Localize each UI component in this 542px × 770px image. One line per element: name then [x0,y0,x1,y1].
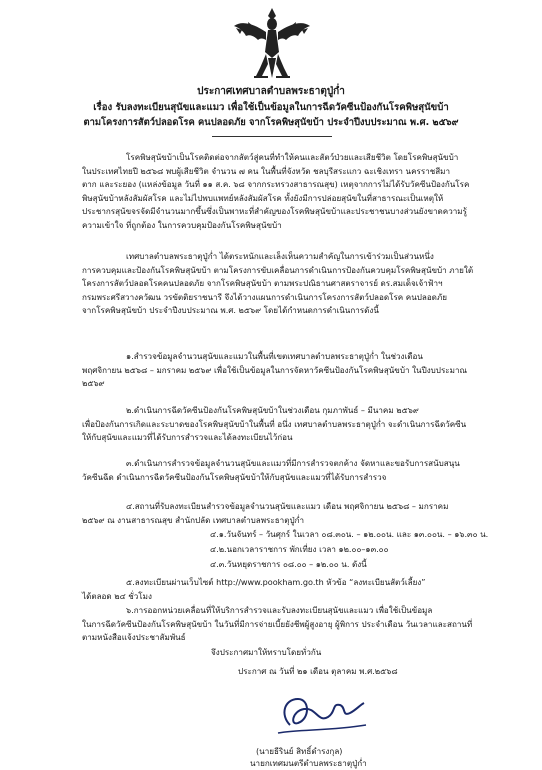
item-1 [82,350,467,391]
paragraph-line: พิษสุนัขบ้าหลังสัมผัสโรค และไม่ไปพบแพทย์หลังสัมผัสโรค ทั้งยังมีการปล่อยสุนัขในที่สาธารณะเป็นเหตุให้ [82,192,444,203]
paragraph-line: โครงการสัตว์ปลอดโรคคนปลอดภัย จากโรคพิษสุนัขบ้า ตามพระปณิธานศาสตราจารย์ ดร.สมเด็จเจ้าฟ้าฯ [82,278,443,289]
paragraph-line: เทศบาลตำบลพระธาตุปู่ก่ำ ได้ตระหนักและเล็งเห็นความสำคัญในการเข้าร่วมเป็นส่วนหนึ่ง [126,251,434,261]
paragraph-line: ตาก และระยอง (แหล่งข้อมูล วันที่ ๑๑ ส.ค. ๖๘ จากกระทรวงสาธารณสุข) เหตุจากการไม่ได้รับวัคซีนป้องกันโรค [82,179,470,190]
item-line: ๑.สำรวจข้อมูลจำนวนสุนัขและแมวในพื้นที่เขตเทศบาลตำบลพระธาตุปู่ก่ำ ในช่วงเดือน [126,351,423,361]
item-4 [82,500,448,527]
paragraph-1 [82,151,469,233]
announcement-project: ตามโครงการสัตว์ปลอดโรค คนปลอดภัย จากโรคพิษสุนัขบ้า ประจำปีงบประมาณ พ.ศ. ๒๕๖๙ [83,117,459,128]
closing-notice: จึงประกาศมาให้ทราบโดยทั่วกัน [211,647,322,657]
paragraph-line: ในประเทศไทยปี ๒๕๖๘ พบผู้เสียชีวิต จำนวน ๗ คน ในพื้นที่จังหวัด ชลบุรีสระแกว ฉะเชิงเทรา นครราชสีมา [82,165,451,176]
item-line: ๒๕๖๙ ณ งานสาธารณสุข สำนักปลัด เทศบาลตำบลพระธาตุปู่ก่ำ [82,514,305,525]
item-line: ๖.การออกหน่วยเคลื่อนที่ให้บริการสำรวจและรับลงทะเบียนสุนัขและแมว เพื่อใช้เป็นข้อมูล [126,605,433,615]
garuda-emblem-icon [232,6,312,80]
item-5 [82,576,425,603]
sub-item-4-2: ๔.๒.นอกเวลาราชการ พักเที่ยง เวลา ๑๒.๐๐–๑๓.๐๐ [210,544,389,554]
signature-icon [270,685,370,740]
signer-position: นายกเทศมนตรีตำบลพระธาตุปู่ก่ำ [250,758,367,768]
announcement-org: ประกาศเทศบาลตำบลพระธาตุปู่ก่ำ [197,86,345,97]
sub-item-4-1: ๔.๑.วันจันทร์ – วันศุกร์ ในเวลา ๐๘.๓๐น. – ๑๒.๐๐น. และ ๑๓.๐๐น. – ๑๖.๓๐ น. [210,529,489,539]
announcement-date: ประกาศ ณ วันที่ ๒๑ เดือน ตุลาคม พ.ศ.๒๕๖๘ [238,666,398,676]
title-divider [212,136,332,137]
item-3 [82,457,460,484]
item-6 [82,604,472,645]
paragraph-line: ประชากรสุนัขจรจัดมีจำนวนมากขึ้นซึ่งเป็นพาหะที่สำคัญของโรคพิษสุนัขบ้าและประชาชนบางส่วนยังขาดความรู้ [82,206,467,217]
item-line: ๒.ดำเนินการฉีดวัคซีนป้องกันโรคพิษสุนัขบ้าในช่วงเดือน กุมภาพันธ์ – มีนาคม ๒๕๖๙ [126,405,419,415]
item-line: เพื่อป้องกันการเกิดและระบาดของโรคพิษสุนัขบ้าในพื้นที่ อนึ่ง เทศบาลตำบลพระธาตุปู่ก่ำ จะดำเนินการฉีดวัคซีน [82,418,467,429]
item-line: ให้กับสุนัขและแมวที่ได้รับการสำรวจและได้ลงทะเบียนไว้ก่อน [82,432,293,443]
item-line: ๔.สถานที่รับลงทะเบียนสำรวจข้อมูลจำนวนสุนัขและแมว เดือน พฤศจิกายน ๒๕๖๘ – มกราคม [126,501,449,511]
item-line: วัคซีนฉีด ดำเนินการฉีดวัคซีนป้องกันโรคพิษสุนัขบ้าให้กับสุนัขและแมวที่ได้รับการสำรวจ [82,471,387,482]
paragraph-line: การควบคุมและป้องกันโรคพิษสุนัขบ้า ตามโครงการขับเคลื่อนการดำเนินการป้องกันควบคุมโรคพิษสุนัขบ้า ภายใต้ [82,264,474,275]
paragraph-line: ความเข้าใจ ที่ถูกต้อง ในการควบคุมป้องกันโรคพิษสุนัขบ้า [82,219,282,230]
item-2 [82,404,466,445]
item-line: ในการฉีดวัคซีนป้องกันโรคพิษสุนัขบ้า ในวันที่มีการจ่ายเบี้ยยังชีพผู้สูงอายุ ผู้พิการ ประจำเดือน วันเวลาและสถานที่ [82,618,473,629]
item-line: พฤศจิกายน ๒๕๖๘ – มกราคม ๒๕๖๙ เพื่อใช้เป็นข้อมูลในการจัดหาวัคซีนป้องกันโรคพิษสุนัขบ้า ในปีงบประมาณ [82,364,468,375]
signer-name: (นายธีรินย์ สิทธิ์ดำรงกุล) [256,746,343,756]
announcement-subject: เรื่อง รับลงทะเบียนสุนัขและแมว เพื่อใช้เป็นข้อมูลในการฉีดวัคซีนป้องกันโรคพิษสุนัขบ้า [93,102,449,113]
paragraph-2 [82,250,473,318]
paragraph-line: โรคพิษสุนัขบ้าเป็นโรคติดต่อจากสัตว์สู่คนที่ทำให้คนและสัตว์ป่วยและเสียชีวิต โดยโรคพิษสุนัขบ้า [126,152,459,162]
paragraph-line: กรมพระศรีสวางควัฒน วรขัตติยราชนารี จึงได้วางแผนการดำเนินการโครงการสัตว์ปลอดโรค คนปลอดภัย [82,291,448,302]
item-line: ๕.ลงทะเบียนผ่านเว็บไซต์ http://www.pookham.go.th หัวข้อ “ลงทะเบียนสัตว์เลี้ยง” [126,577,426,587]
item-line: ตามหนังสือแจ้งประชาสัมพันธ์ [82,632,186,643]
sub-item-4-3: ๔.๓.วันหยุดราชการ ๐๘.๐๐ – ๑๒.๐๐ น. ดังนี้ [210,559,367,569]
item-line: ๓.ดำเนินการสำรวจข้อมูลจำนวนสุนัขและแมวที่มีการสำรวจตกค้าง จัดหาและขอรับการสนับสนุน [126,458,460,468]
paragraph-line: จากโรคพิษสุนัขบ้า ประจำปีงบประมาณ พ.ศ. ๒๕๖๙ โดยได้กำหนดการดำเนินการดังนี้ [82,305,379,316]
item-line: ๒๕๖๙ [82,378,105,389]
item-line: ได้ตลอด ๒๔ ชั่วโมง [82,590,152,601]
